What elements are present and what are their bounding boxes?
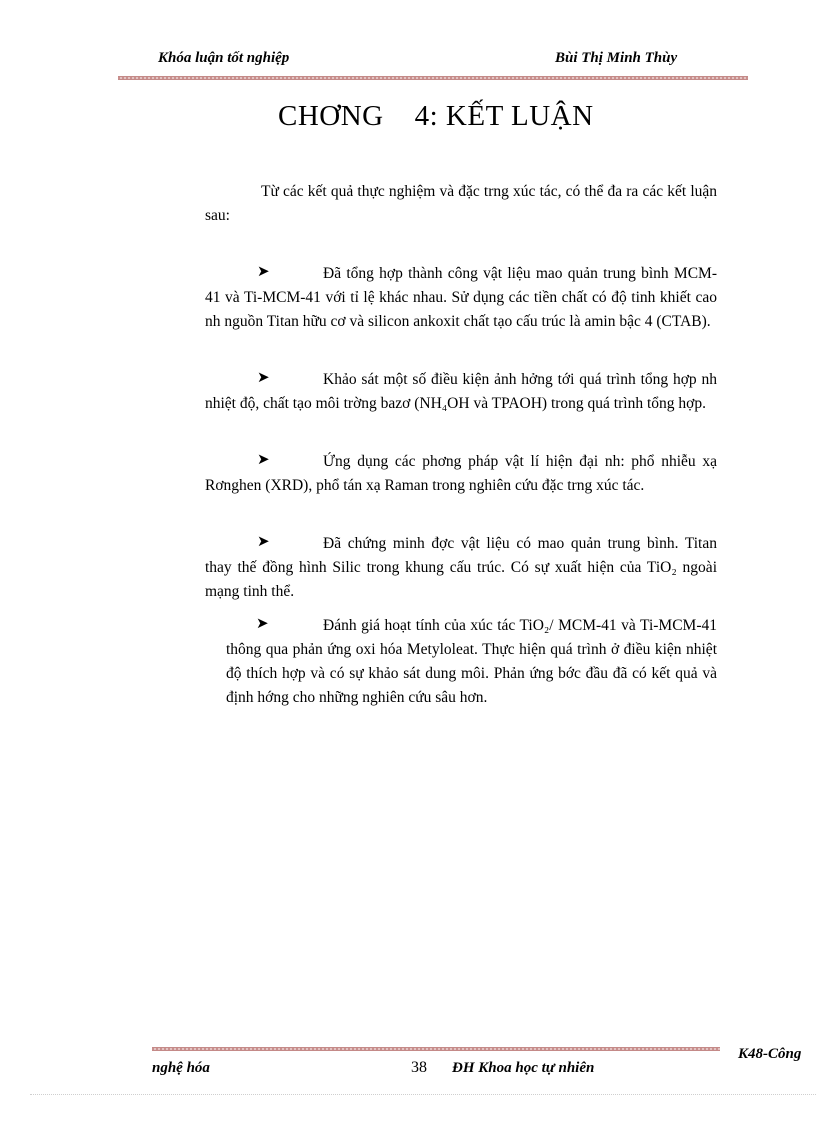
page-title: CHƠNG 4: KẾT LUẬN — [278, 100, 594, 132]
header-left-text: Khóa luận tốt nghiệp — [158, 50, 290, 66]
intro-paragraph — [205, 180, 717, 228]
bullet-item-1 — [205, 262, 717, 334]
bullet-item-3 — [205, 450, 717, 498]
header-right-text: Bùi Thị Minh Thùy — [555, 50, 678, 66]
footer-left-text: nghệ hóa — [152, 1060, 210, 1076]
arrow-bullet-icon: ➤ — [257, 370, 270, 386]
arrow-bullet-icon: ➤ — [257, 264, 270, 280]
page-bottom-divider — [30, 1094, 816, 1095]
intro-text: Từ các kết quả thực nghiệm và đặc trng xúc tác, có thể đa ra các kết luận sau: — [205, 183, 717, 224]
bullet-text-5: Đánh giá hoạt tính của xúc tác TiO₂/ MCM-41 và Ti-MCM-41 thông qua phản ứng oxi hóa Metyloleat. Thực hiện quá trình ở điều kiện nhiệt độ thích hợp và có sự khảo sát dung môi. Phản ứng bớc đầu đã có kết quả và định hớng cho những nghiên cứu sâu hơn. — [226, 617, 717, 706]
bullet-item-2 — [205, 368, 717, 416]
footer-center-text: ĐH Khoa học tự nhiên — [452, 1060, 595, 1076]
bullet-item-4 — [205, 532, 717, 604]
bullet-item-5 — [226, 614, 717, 710]
arrow-bullet-icon: ➤ — [256, 616, 269, 632]
bullet-text-4: Đã chứng minh đợc vật liệu có mao quản trung bình. Titan thay thế đồng hình Silic trong khung cấu trúc. Có sự xuất hiện của TiO₂ ngoài mạng tinh thể. — [205, 535, 717, 600]
header-rule — [118, 76, 748, 80]
arrow-bullet-icon: ➤ — [257, 534, 270, 550]
footer-right-top-text: K48-Công — [738, 1046, 802, 1062]
bullet-text-2: Khảo sát một số điều kiện ảnh hởng tới quá trình tổng hợp nh nhiệt độ, chất tạo môi trờng bazơ (NH₄OH và TPAOH) trong quá trình tổng hợp. — [205, 371, 717, 412]
footer-rule — [152, 1047, 720, 1051]
bullet-text-3: Ứng dụng các phơng pháp vật lí hiện đại nh: phổ nhiễu xạ Rơnghen (XRD), phổ tán xạ Raman trong nghiên cứu đặc trng xúc tác. — [205, 453, 717, 494]
page-number: 38 — [411, 1059, 427, 1076]
bullet-text-1: Đã tổng hợp thành công vật liệu mao quản trung bình MCM-41 và Ti-MCM-41 với tỉ lệ khác nhau. Sử dụng các tiền chất có độ tinh khiết cao nh nguồn Titan hữu cơ và silicon ankoxit chất tạo cấu trúc là amin bậc 4 (CTAB). — [205, 265, 717, 330]
arrow-bullet-icon: ➤ — [257, 452, 270, 468]
